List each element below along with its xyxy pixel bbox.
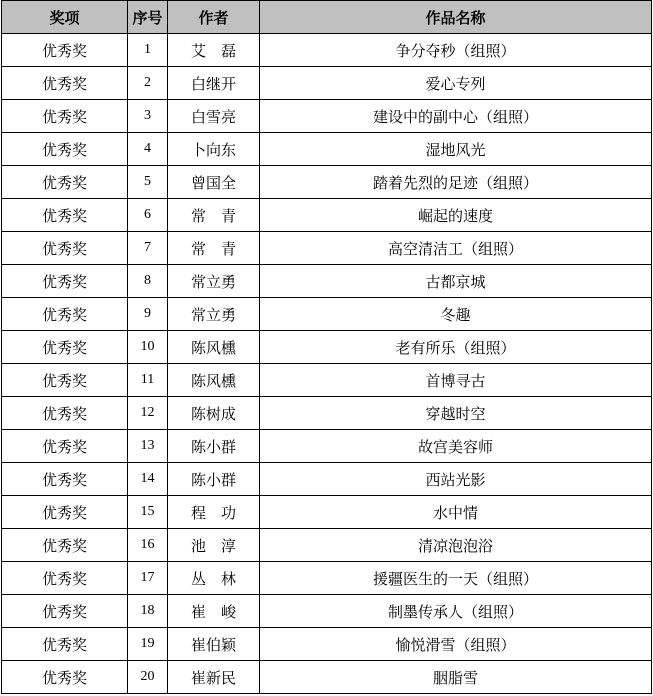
cell-num: 19: [128, 628, 168, 661]
cell-award: 优秀奖: [2, 562, 128, 595]
cell-author: 陈风櫄: [168, 364, 260, 397]
cell-award: 优秀奖: [2, 67, 128, 100]
cell-num: 7: [128, 232, 168, 265]
awards-table: [1, 0, 652, 694]
cell-award: 优秀奖: [2, 430, 128, 463]
table-row: [2, 430, 652, 463]
cell-num: 9: [128, 298, 168, 331]
table-row: [2, 529, 652, 562]
cell-num: 8: [128, 265, 168, 298]
cell-author: 白继开: [168, 67, 260, 100]
cell-award: 优秀奖: [2, 595, 128, 628]
cell-author: 崔 峻: [168, 595, 260, 628]
cell-award: 优秀奖: [2, 232, 128, 265]
cell-author: 陈风櫄: [168, 331, 260, 364]
cell-author: 常 青: [168, 232, 260, 265]
cell-title: 爱心专列: [260, 67, 652, 100]
table-row: [2, 397, 652, 430]
cell-num: 1: [128, 34, 168, 67]
cell-award: 优秀奖: [2, 199, 128, 232]
table-body: [2, 34, 652, 694]
table-row: [2, 265, 652, 298]
cell-award: 优秀奖: [2, 298, 128, 331]
cell-author: 陈小群: [168, 430, 260, 463]
cell-award: 优秀奖: [2, 496, 128, 529]
cell-num: 17: [128, 562, 168, 595]
cell-title: 建设中的副中心（组照）: [260, 100, 652, 133]
table-row: [2, 232, 652, 265]
header-award: 奖项: [2, 1, 128, 34]
cell-author: 白雪亮: [168, 100, 260, 133]
cell-title: 制墨传承人（组照）: [260, 595, 652, 628]
cell-award: 优秀奖: [2, 463, 128, 496]
table-row: [2, 133, 652, 166]
cell-num: 10: [128, 331, 168, 364]
cell-title: 古都京城: [260, 265, 652, 298]
cell-award: 优秀奖: [2, 265, 128, 298]
cell-award: 优秀奖: [2, 166, 128, 199]
cell-title: 踏着先烈的足迹（组照）: [260, 166, 652, 199]
cell-author: 卜向东: [168, 133, 260, 166]
cell-title: 援疆医生的一天（组照）: [260, 562, 652, 595]
table-row: [2, 595, 652, 628]
cell-award: 优秀奖: [2, 34, 128, 67]
table-row: [2, 331, 652, 364]
header-row: [2, 1, 652, 34]
cell-title: 水中情: [260, 496, 652, 529]
cell-author: 崔新民: [168, 661, 260, 694]
cell-author: 艾 磊: [168, 34, 260, 67]
cell-author: 陈树成: [168, 397, 260, 430]
cell-award: 优秀奖: [2, 133, 128, 166]
cell-num: 18: [128, 595, 168, 628]
cell-award: 优秀奖: [2, 331, 128, 364]
cell-num: 20: [128, 661, 168, 694]
cell-award: 优秀奖: [2, 100, 128, 133]
table-row: [2, 661, 652, 694]
cell-author: 崔伯颖: [168, 628, 260, 661]
table-row: [2, 496, 652, 529]
cell-num: 3: [128, 100, 168, 133]
table-row: [2, 166, 652, 199]
cell-num: 2: [128, 67, 168, 100]
cell-award: 优秀奖: [2, 364, 128, 397]
cell-title: 冬趣: [260, 298, 652, 331]
cell-award: 优秀奖: [2, 628, 128, 661]
cell-author: 丛 林: [168, 562, 260, 595]
table-row: [2, 34, 652, 67]
cell-title: 穿越时空: [260, 397, 652, 430]
cell-num: 15: [128, 496, 168, 529]
cell-author: 曾国全: [168, 166, 260, 199]
cell-num: 13: [128, 430, 168, 463]
cell-award: 优秀奖: [2, 661, 128, 694]
cell-num: 4: [128, 133, 168, 166]
cell-num: 12: [128, 397, 168, 430]
cell-title: 高空清洁工（组照）: [260, 232, 652, 265]
cell-title: 崛起的速度: [260, 199, 652, 232]
cell-title: 湿地风光: [260, 133, 652, 166]
cell-author: 常立勇: [168, 265, 260, 298]
cell-author: 池 淳: [168, 529, 260, 562]
header-num: 序号: [128, 1, 168, 34]
cell-num: 6: [128, 199, 168, 232]
table-row: [2, 199, 652, 232]
table-row: [2, 298, 652, 331]
cell-title: 西站光影: [260, 463, 652, 496]
cell-title: 胭脂雪: [260, 661, 652, 694]
header-title: 作品名称: [260, 1, 652, 34]
cell-title: 争分夺秒（组照）: [260, 34, 652, 67]
table-row: [2, 100, 652, 133]
table-row: [2, 364, 652, 397]
cell-author: 常立勇: [168, 298, 260, 331]
cell-title: 故宫美容师: [260, 430, 652, 463]
cell-award: 优秀奖: [2, 529, 128, 562]
table-row: [2, 67, 652, 100]
cell-num: 5: [128, 166, 168, 199]
table-row: [2, 562, 652, 595]
cell-title: 老有所乐（组照）: [260, 331, 652, 364]
header-author: 作者: [168, 1, 260, 34]
cell-award: 优秀奖: [2, 397, 128, 430]
cell-author: 常 青: [168, 199, 260, 232]
cell-author: 程 功: [168, 496, 260, 529]
cell-author: 陈小群: [168, 463, 260, 496]
table-row: [2, 463, 652, 496]
cell-title: 愉悦滑雪（组照）: [260, 628, 652, 661]
cell-title: 清凉泡泡浴: [260, 529, 652, 562]
cell-num: 16: [128, 529, 168, 562]
cell-title: 首博寻古: [260, 364, 652, 397]
table-row: [2, 628, 652, 661]
cell-num: 11: [128, 364, 168, 397]
cell-num: 14: [128, 463, 168, 496]
